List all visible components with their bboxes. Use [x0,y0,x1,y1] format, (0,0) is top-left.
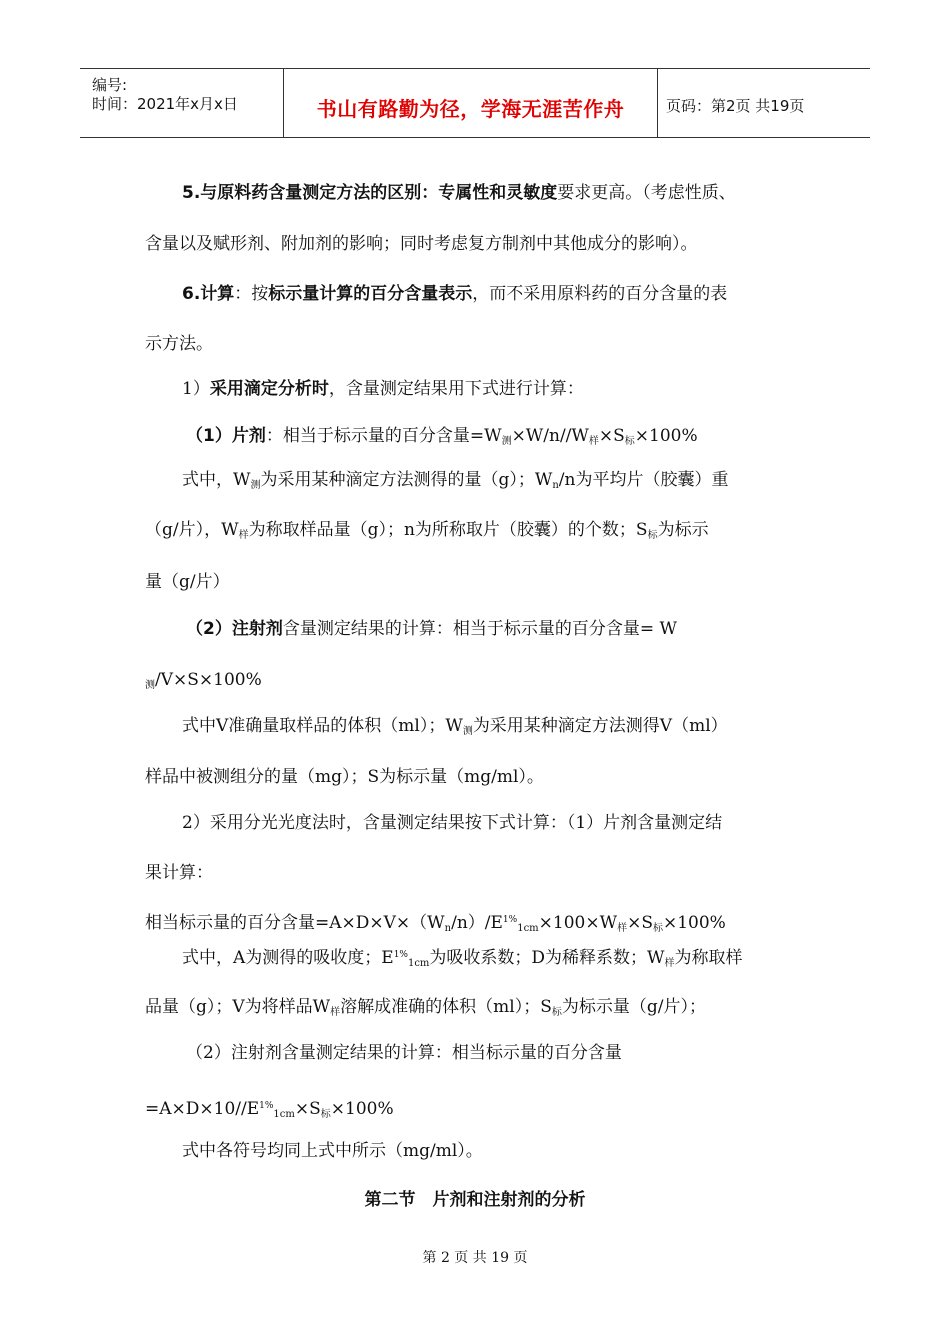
uv-injection-desc: 式中各符号均同上式中所示（mg/ml）。 [182,1141,483,1161]
page-info: 页码：第2页 共19页 [666,97,805,115]
uv-intro-cont: 果计算： [145,863,213,883]
paragraph-5-cont: 含量以及赋形剂、附加剂的影响；同时考虑复方制剂中其他成分的影响）。 [145,234,698,254]
tablet-desc-1: 式中，$W_测$为采用某种滴定方法测得的量（g）；$W_n/n$为平均片（胶囊）重 [182,470,729,491]
paragraph-6: 6.计算：按标示量计算的百分含量表示，而不采用原料药的百分含量的表 [182,284,728,304]
uv-injection-formula: $=A\times D\times 10//E^{1\%}_{1cm}\times S_标\times 100\%$ [145,1099,394,1120]
injection-formula-cont: $_测$/V×S×100% [145,670,262,691]
injection-desc-2: 样品中被测组分的量（mg）；S为标示量（mg/ml）。 [145,767,544,787]
motto-text: 书山有路勤为径，学海无涯苦作舟 [316,97,625,121]
injection-formula: （2）注射剂含量测定结果的计算：相当于标示量的百分含量= W [186,619,677,639]
uv-tablet-formula: 相当标示量的百分含量$=A\times D\times V\times(W_n/n)/E^{1\%}_{1cm}\times 100\times W_样\times S_标\times 100\%$ [145,913,726,934]
document-time-label: 时间：2021年x月x日 [92,95,238,113]
uv-desc-1: 式中，A为测得的吸收度；$E^{1\%}_{1cm}$为吸收系数；D为稀释系数；$W_样$为称取样 [182,948,743,969]
header-meta-cell [80,69,283,137]
uv-injection-intro: （2）注射剂含量测定结果的计算：相当标示量的百分含量 [186,1043,622,1063]
header-page-cell [657,69,870,137]
paragraph-5: 5.与原料药含量测定方法的区别：专属性和灵敏度要求更高。（考虑性质、 [182,183,736,203]
injection-desc-1: 式中V准确量取样品的体积（ml）；$W_测$为采用某种滴定方法测得V（ml） [182,716,728,737]
titration-intro: 1）采用滴定分析时，含量测定结果用下式进行计算： [182,379,584,399]
tablet-desc-2: （g/片），$W_样$为称取样品量（g）；n为所称取片（胶囊）的个数；$S_标$为标示 [145,520,709,541]
uv-intro: 2）采用分光光度法时，含量测定结果按下式计算：（1）片剂含量测定结 [182,813,723,833]
paragraph-6-cont: 示方法。 [145,334,213,354]
header-table [80,68,870,138]
header-motto-cell [283,69,658,137]
uv-desc-2: 品量（g）；V为将样品$W_样$溶解成准确的体积（ml）；$S_标$为标示量（g/片）； [145,997,706,1018]
tablet-desc-3: 量（g/片） [145,572,230,592]
section-title: 第二节 片剂和注射剂的分析 [364,1190,586,1210]
document-number-label: 编号: [92,76,128,94]
tablet-formula: （1）片剂：相当于标示量的百分含量$=W_测\times W/n//W_样\times S_标\times 100\%$ [186,426,698,447]
page-footer: 第 2 页 共 19 页 [422,1250,528,1266]
